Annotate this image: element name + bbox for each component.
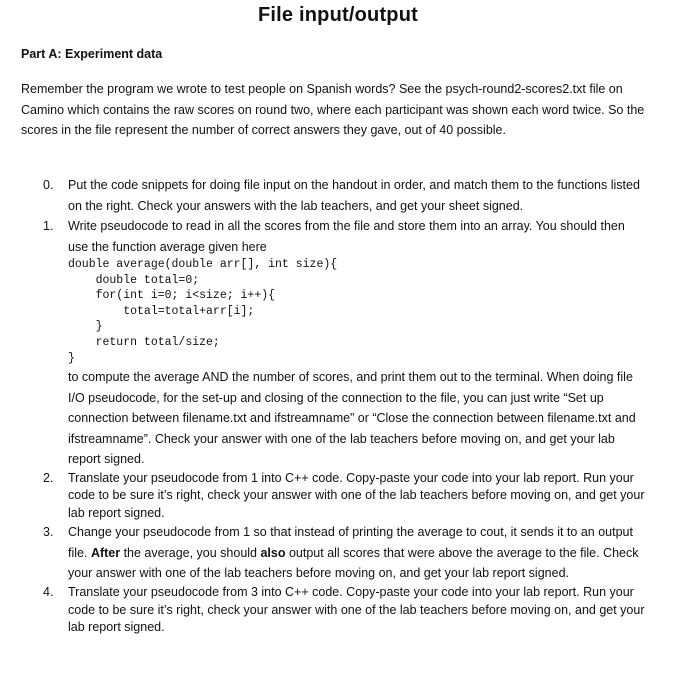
task-item-4: [21, 584, 646, 637]
item-text-continued: to compute the average AND the number of scores, and print them out to the terminal. When doing file I/O pseudocode, for the set-up and closing of the connection to the file, you can just write “Set up connection between filename.txt and ifstreamname” or “Close the connection between filename.txt and ifstreamname”. Check your answer with one of the lab teachers before moving on, and get your lab report signed.: [68, 370, 636, 467]
task-item-3: [21, 522, 646, 584]
item-text: Write pseudocode to read in all the scores from the file and store them into an array. You should then use the function average given here: [68, 219, 625, 254]
item-text: Translate your pseudocode from 1 into C++ code. Copy-paste your code into your lab report. Run your code to be sure it’s right, check your answer with one of the lab teachers before moving on, and get your lab report signed.: [68, 470, 645, 520]
item-number: 0.: [43, 178, 54, 192]
item-text-part: Change your pseudocode from 1 so that instead of printing the average to cout, it sends it to an output file.: [68, 525, 633, 560]
item-text: Put the code snippets for doing file input on the handout in order, and match them to the functions listed on the right. Check your answers with the lab teachers, and get your sheet signed.: [68, 178, 640, 213]
item-text-part: output all scores that were above the average to the file. Check your answer with one of the lab teachers before moving on, and get your lab report signed.: [68, 545, 639, 581]
task-item-0: [21, 175, 646, 216]
item-number: 1.: [43, 219, 54, 233]
item-number: 3.: [43, 525, 54, 540]
task-item-2: [21, 470, 646, 523]
emphasis-also: also: [260, 545, 286, 560]
intro-paragraph: Remember the program we wrote to test people on Spanish words? See the psych-round2-scores2.txt file on Camino which contains the raw scores on round two, where each participant was shown each word twice. So the scores in the file represent the number of correct answers they gave, out of 40 possible.: [21, 82, 645, 137]
task-item-1: [21, 216, 646, 470]
emphasis-after: After: [90, 545, 121, 560]
item-text: Translate your pseudocode from 3 into C++ code. Copy-paste your code into your lab report. Run your code to be sure it’s right, check your answer with one of the lab teachers before moving on, and get your lab report signed.: [68, 584, 645, 635]
task-list: [21, 175, 646, 637]
page-title: File input/output: [257, 4, 419, 26]
item-text: [68, 522, 646, 584]
item-number: 2.: [43, 470, 54, 485]
item-text-part: the average, you should: [120, 545, 261, 560]
code-snippet: double average(double arr[], int size){ double total=0; for(int i=0; i<size; i++){ total=total+arr[i]; } return total/size; }: [68, 258, 338, 365]
section-heading: Part A: Experiment data: [21, 47, 163, 61]
item-number: 4.: [43, 584, 54, 599]
